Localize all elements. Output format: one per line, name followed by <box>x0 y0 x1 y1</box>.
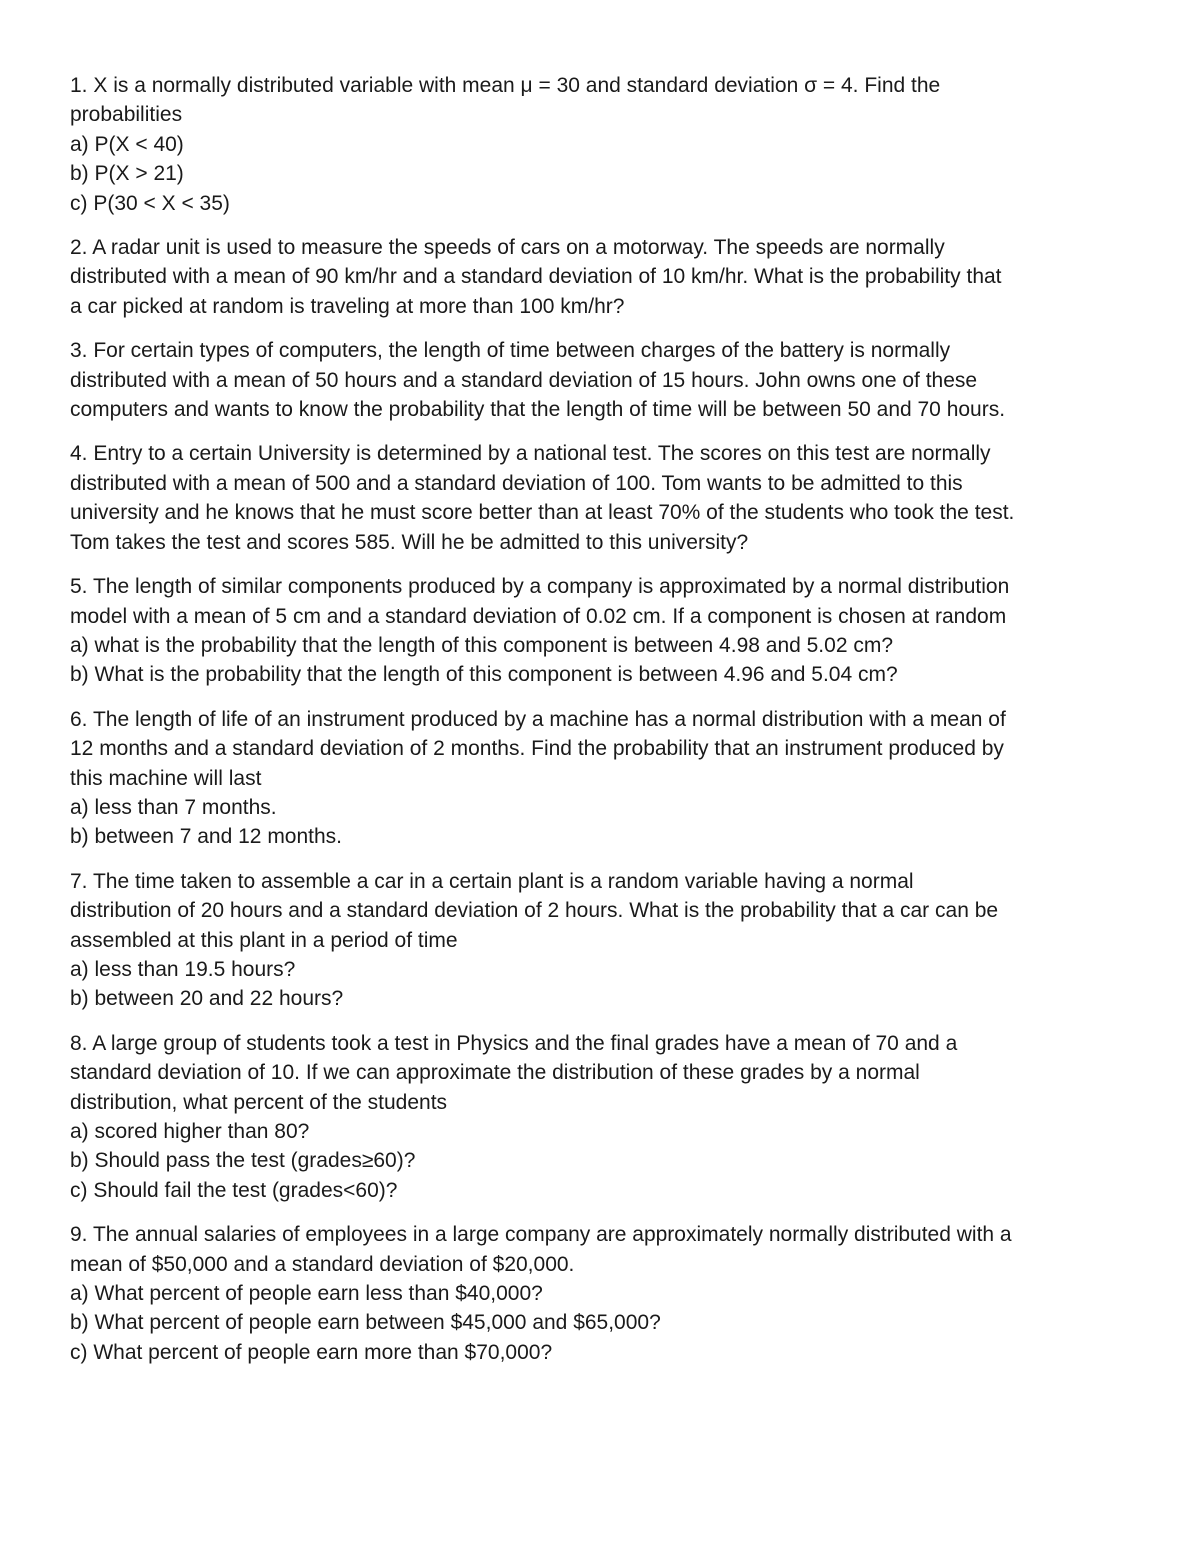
problem-1 <box>70 71 1150 218</box>
problem-9-part-b: b) What percent of people earn between $45,000 and $65,000? <box>70 1311 661 1335</box>
problem-8-part-a: a) scored higher than 80? <box>70 1120 310 1143</box>
problem-5-line-1: 5. The length of similar components produced by a company is approximated by a normal distribution <box>70 575 1010 599</box>
problem-9 <box>70 1220 1150 1367</box>
problem-8-part-c: c) Should fail the test (grades<60)? <box>70 1178 398 1202</box>
problem-2-line-3: a car picked at random is traveling at more than 100 km/hr? <box>70 294 625 318</box>
problem-1-part-c: c) P(30 < X < 35) <box>70 191 230 215</box>
problem-8-part-b: b) Should pass the test (grades≥60)? <box>70 1149 416 1173</box>
problem-2-line-2: distributed with a mean of 90 km/hr and a standard deviation of 10 km/hr. What is the probability that <box>70 265 1002 289</box>
problem-5 <box>70 572 1150 690</box>
problem-4-line-3: university and he knows that he must score better than at least 70% of the students who took the test. <box>70 501 1015 525</box>
problem-2 <box>70 233 1150 321</box>
problem-4-line-1: 4. Entry to a certain University is determined by a national test. The scores on this test are normally <box>70 442 991 466</box>
problem-9-part-a: a) What percent of people earn less than $40,000? <box>70 1282 543 1306</box>
problem-8-line-1: 8. A large group of students took a test in Physics and the final grades have a mean of 70 and a <box>70 1031 958 1055</box>
problem-2-line-1: 2. A radar unit is used to measure the speeds of cars on a motorway. The speeds are normally <box>70 236 945 260</box>
problem-7 <box>70 867 1150 1014</box>
problem-3-line-2: distributed with a mean of 50 hours and a standard deviation of 15 hours. John owns one of these <box>70 368 978 392</box>
problem-8-line-3: distribution, what percent of the students <box>70 1090 448 1114</box>
problem-3-line-3: computers and wants to know the probability that the length of time will be between 50 and 70 hours. <box>70 398 1006 422</box>
problem-6-line-1: 6. The length of life of an instrument produced by a machine has a normal distribution with a mean of <box>70 707 1006 731</box>
problem-7-line-2: distribution of 20 hours and a standard deviation of 2 hours. What is the probability that a car can be <box>70 899 999 923</box>
problem-6-part-a: a) less than 7 months. <box>70 795 277 819</box>
problem-3-line-1: 3. For certain types of computers, the length of time between charges of the battery is normally <box>70 339 951 363</box>
problem-4-line-4: Tom takes the test and scores 585. Will he be admitted to this university? <box>70 530 749 554</box>
problem-6-line-2: 12 months and a standard deviation of 2 months. Find the probability that an instrument produced by <box>70 737 1004 761</box>
problem-6 <box>70 705 1150 852</box>
problem-8-line-2: standard deviation of 10. If we can approximate the distribution of these grades by a normal <box>70 1061 920 1085</box>
problem-6-part-b: b) between 7 and 12 months. <box>70 825 343 849</box>
problem-1-part-b: b) P(X > 21) <box>70 162 184 186</box>
problem-4 <box>70 439 1150 557</box>
problem-5-line-2: model with a mean of 5 cm and a standard deviation of 0.02 cm. If a component is chosen at random <box>70 604 1007 628</box>
problem-3 <box>70 336 1150 424</box>
problem-7-part-b: b) between 20 and 22 hours? <box>70 987 344 1011</box>
problem-9-line-1: 9. The annual salaries of employees in a large company are approximately normally distributed with a <box>70 1223 1012 1247</box>
problem-1-line-2: probabilities <box>70 103 183 127</box>
problem-9-line-2: mean of $50,000 and a standard deviation of $20,000. <box>70 1252 575 1276</box>
problem-1-line-1: 1. X is a normally distributed variable with mean μ = 30 and standard deviation σ = 4. Find the <box>70 74 941 97</box>
problem-5-part-a: a) what is the probability that the length of this component is between 4.98 and 5.02 cm? <box>70 633 894 657</box>
problem-7-part-a: a) less than 19.5 hours? <box>70 957 296 981</box>
problem-7-line-1: 7. The time taken to assemble a car in a certain plant is a random variable having a normal <box>70 869 914 893</box>
problem-9-part-c: c) What percent of people earn more than $70,000? <box>70 1340 553 1364</box>
problem-8 <box>70 1029 1150 1205</box>
problem-6-line-3: this machine will last <box>70 766 262 790</box>
document-page <box>70 71 1150 1382</box>
problem-5-part-b: b) What is the probability that the length of this component is between 4.96 and 5.04 cm? <box>70 663 898 687</box>
problem-1-part-a: a) P(X < 40) <box>70 132 184 156</box>
problem-4-line-2: distributed with a mean of 500 and a standard deviation of 100. Tom wants to be admitted to this <box>70 471 963 495</box>
problem-7-line-3: assembled at this plant in a period of time <box>70 928 458 952</box>
